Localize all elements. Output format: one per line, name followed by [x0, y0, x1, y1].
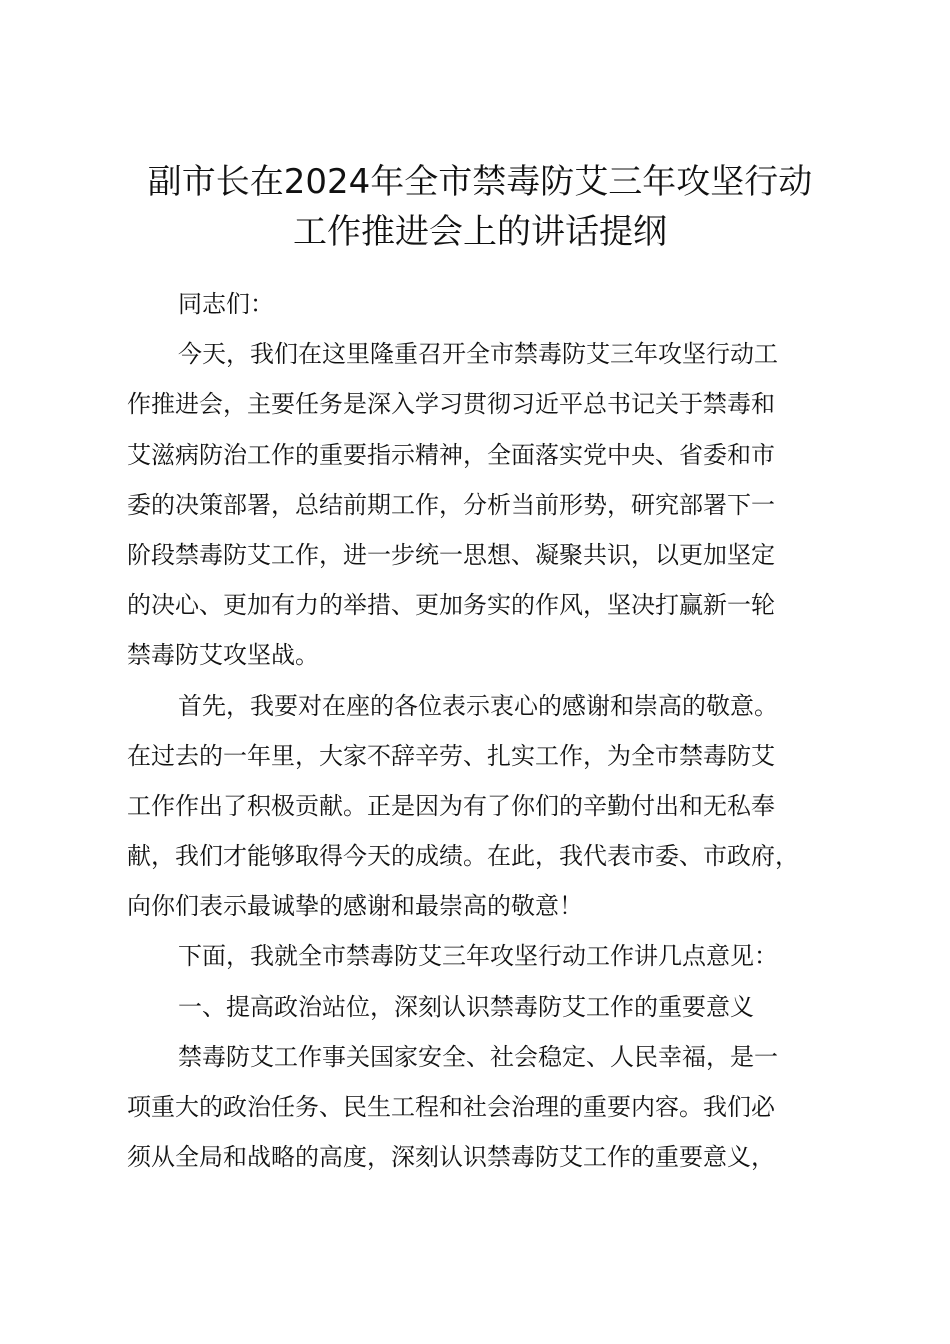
body-line: 的决心、更加有力的举措、更加务实的作风，坚决打赢新一轮: [127, 591, 775, 620]
body-line: 须从全局和战略的高度，深刻认识禁毒防艾工作的重要意义，: [127, 1143, 775, 1172]
body-line: 禁毒防艾工作事关国家安全、社会稳定、人民幸福，是一: [178, 1042, 778, 1071]
body-line: 禁毒防艾攻坚战。: [127, 641, 319, 670]
body-line: 工作作出了积极贡献。正是因为有了你们的辛勤付出和无私奉: [127, 791, 775, 820]
body-line: 阶段禁毒防艾工作，进一步统一思想、凝聚共识，以更加坚定: [127, 540, 775, 569]
body-line: 项重大的政治任务、民生工程和社会治理的重要内容。我们必: [127, 1093, 775, 1121]
body-line: 作推进会，主要任务是深入学习贯彻习近平总书记关于禁毒和: [127, 390, 775, 419]
body-line: 献，我们才能够取得今天的成绩。在此，我代表市委、市政府，: [127, 842, 799, 871]
body-line: 艾滋病防治工作的重要指示精神，全面落实党中央、省委和市: [127, 440, 775, 469]
body-line: 首先，我要对在座的各位表示衷心的感谢和崇高的敬意。: [178, 691, 778, 720]
body-line: 在过去的一年里，大家不辞辛劳、扎实工作，为全市禁毒防艾: [127, 741, 775, 770]
document-body: [127, 279, 867, 1182]
body-line: 今天，我们在这里隆重召开全市禁毒防艾三年攻坚行动工: [178, 340, 778, 369]
body-line: 委的决策部署，总结前期工作，分析当前形势，研究部署下一: [127, 490, 775, 519]
body-line: 下面，我就全市禁毒防艾三年攻坚行动工作讲几点意见：: [178, 942, 778, 971]
document-title-line-2: 工作推进会上的讲话提纲: [293, 212, 667, 252]
document-title-line-1: 副市长在2024年全市禁毒防艾三年攻坚行动: [147, 162, 813, 202]
section-heading: 一、提高政治站位，深刻认识禁毒防艾工作的重要意义: [178, 992, 754, 1021]
salutation: 同志们：: [178, 290, 274, 318]
body-line: 向你们表示最诚挚的感谢和最崇高的敬意！: [127, 892, 583, 921]
